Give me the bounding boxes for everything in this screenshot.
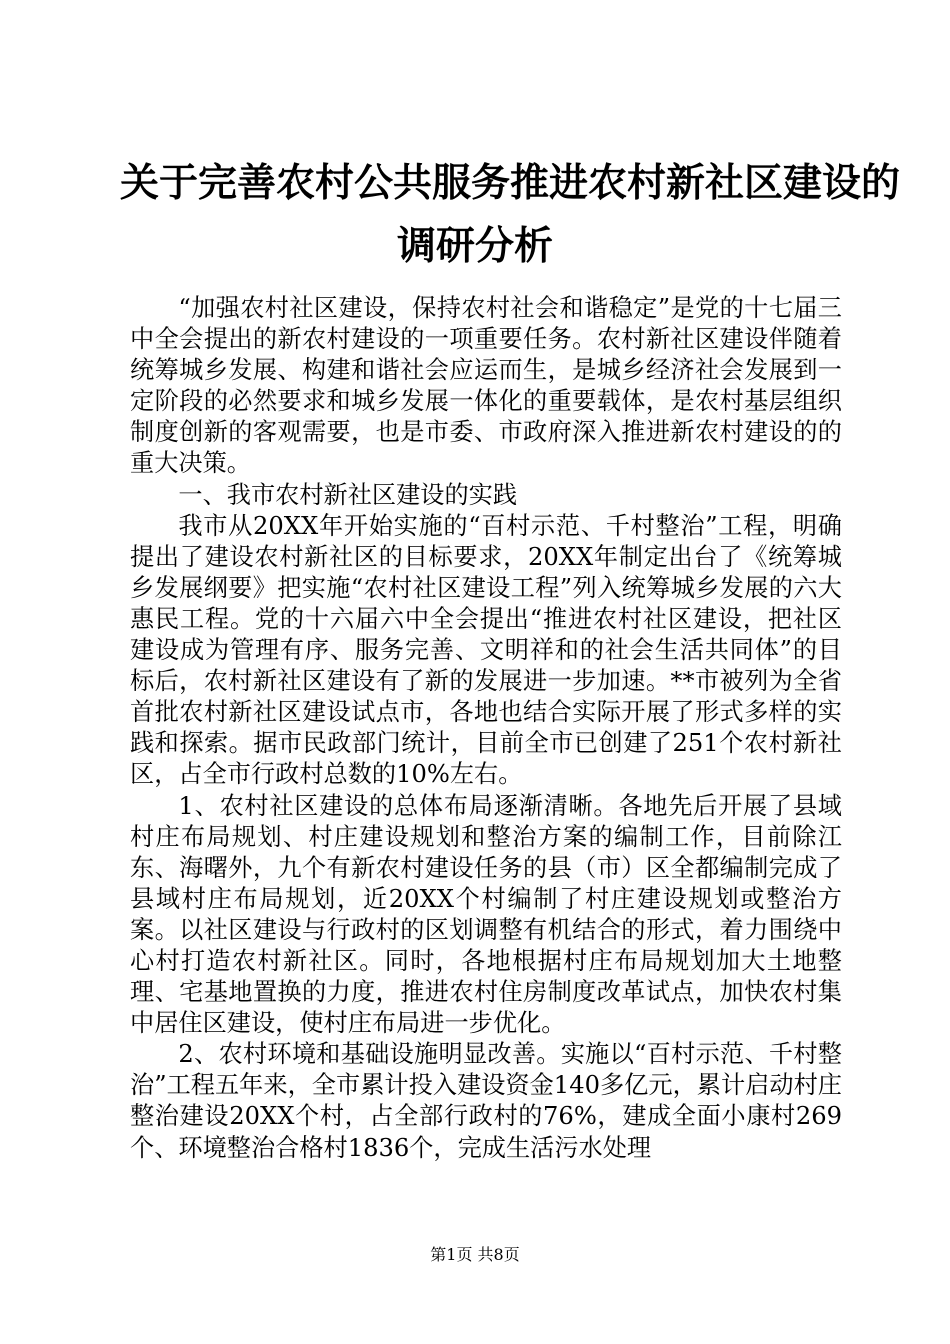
paragraph-point-1: 1、农村社区建设的总体布局逐渐清晰。各地先后开展了县域村庄布局规划、村庄建设规划和整治方案的编制工作，目前除江东、海曙外，九个有新农村建设任务的县（市）区全都编制完成了县域村庄布局规划，近20XX个村编制了村庄建设规划或整治方案。以社区建设与行政村的区划调整有机结合的形式，着力围绕中心村打造农村新社区。同时，各地根据村庄布局规划加大土地整理、宅基地置换的力度，推进农村住房制度改革试点，加快农村集中居住区建设，使村庄布局进一步优化。	[130, 791, 842, 1038]
page-number-footer: 第1页 共8页	[430, 1245, 520, 1264]
document-body	[130, 293, 842, 1164]
paragraph-practice: 我市从20XX年开始实施的“百村示范、千村整治”工程，明确提出了建设农村新社区的目标要求，20XX年制定出台了《统筹城乡发展纲要》把实施“农村社区建设工程”列入统筹城乡发展的六大惠民工程。党的十六届六中全会提出“推进农村社区建设，把社区建设成为管理有序、服务完善、文明祥和的社会生活共同体”的目标后，农村新社区建设有了新的发展进一步加速。**市被列为全省首批农村新社区建设试点市，各地也结合实际开展了形式多样的实践和探索。据市民政部门统计，目前全市已创建了251个农村新社区，占全市行政村总数的10%左右。	[130, 511, 842, 789]
paragraph-intro: “加强农村社区建设，保持农村社会和谐稳定”是党的十七届三中全会提出的新农村建设的一项重要任务。农村新社区建设伴随着统筹城乡发展、构建和谐社会应运而生，是城乡经济社会发展到一定阶段的必然要求和城乡发展一体化的重要载体，是农村基层组织制度创新的客观需要，也是市委、市政府深入推进新农村建设的的重大决策。	[130, 294, 842, 478]
document-title-line-1: 关于完善农村公共服务推进农村新社区建设的	[120, 160, 901, 206]
document-title-line-2: 调研分析	[396, 223, 553, 269]
section-heading: 一、我市农村新社区建设的实践	[178, 480, 518, 509]
paragraph-point-2: 2、农村环境和基础设施明显改善。实施以“百村示范、千村整治”工程五年来，全市累计投入建设资金140多亿元，累计启动村庄整治建设20XX个村，占全部行政村的76%，建成全面小康村269个、环境整治合格村1836个，完成生活污水处理	[130, 1040, 842, 1162]
